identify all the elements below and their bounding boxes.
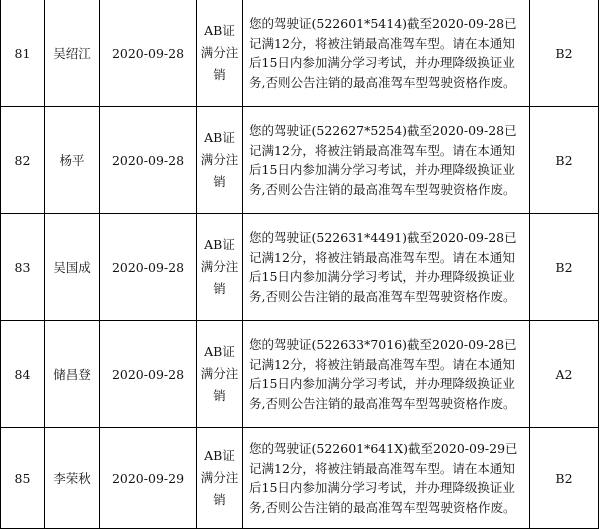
row-number: 83 — [1, 214, 45, 321]
driver-name: 吴绍江 — [45, 0, 100, 107]
record-type: AB证满分注销 — [197, 321, 243, 428]
notice-text: 您的驾驶证(522631*4491)截至2020-09-28已记满12分，将被注销最高准驾车型。请在本通知后15日内参加满分学习考试，并办理降级换证业务,否则公告注销的最高准驾车型驾驶资格作废。 — [243, 214, 530, 321]
record-type: AB证满分注销 — [197, 0, 243, 107]
table-row — [1, 321, 599, 428]
driver-name: 吴国成 — [45, 214, 100, 321]
record-type: AB证满分注销 — [197, 214, 243, 321]
license-class: B2 — [530, 428, 599, 529]
record-date: 2020-09-29 — [100, 428, 197, 529]
license-class: B2 — [530, 107, 599, 214]
row-number: 84 — [1, 321, 45, 428]
notice-text: 您的驾驶证(522601*641X)截至2020-09-29已记满12分，将被注销最高准驾车型。请在本通知后15日内参加满分学习考试，并办理降级换证业务,否则公告注销的最高准驾车型驾驶资格作废。 — [243, 428, 530, 529]
record-date: 2020-09-28 — [100, 0, 197, 107]
record-type: AB证满分注销 — [197, 428, 243, 529]
table-row — [1, 0, 599, 107]
notice-text: 您的驾驶证(522601*5414)截至2020-09-28已记满12分，将被注销最高准驾车型。请在本通知后15日内参加满分学习考试，并办理降级换证业务,否则公告注销的最高准驾车型驾驶资格作废。 — [243, 0, 530, 107]
record-date: 2020-09-28 — [100, 321, 197, 428]
license-class: B2 — [530, 0, 599, 107]
record-type: AB证满分注销 — [197, 107, 243, 214]
row-number: 81 — [1, 0, 45, 107]
table-row — [1, 107, 599, 214]
record-date: 2020-09-28 — [100, 214, 197, 321]
record-date: 2020-09-28 — [100, 107, 197, 214]
driver-name: 储昌登 — [45, 321, 100, 428]
row-number: 85 — [1, 428, 45, 529]
license-class: B2 — [530, 214, 599, 321]
table-row — [1, 214, 599, 321]
table-row — [1, 428, 599, 529]
license-class: A2 — [530, 321, 599, 428]
notice-text: 您的驾驶证(522627*5254)截至2020-09-28已记满12分，将被注销最高准驾车型。请在本通知后15日内参加满分学习考试，并办理降级换证业务,否则公告注销的最高准驾车型驾驶资格作废。 — [243, 107, 530, 214]
driver-name: 李荣秋 — [45, 428, 100, 529]
row-number: 82 — [1, 107, 45, 214]
notice-text: 您的驾驶证(522633*7016)截至2020-09-28已记满12分，将被注销最高准驾车型。请在本通知后15日内参加满分学习考试，并办理降级换证业务,否则公告注销的最高准驾车型驾驶资格作废。 — [243, 321, 530, 428]
driver-name: 杨平 — [45, 107, 100, 214]
